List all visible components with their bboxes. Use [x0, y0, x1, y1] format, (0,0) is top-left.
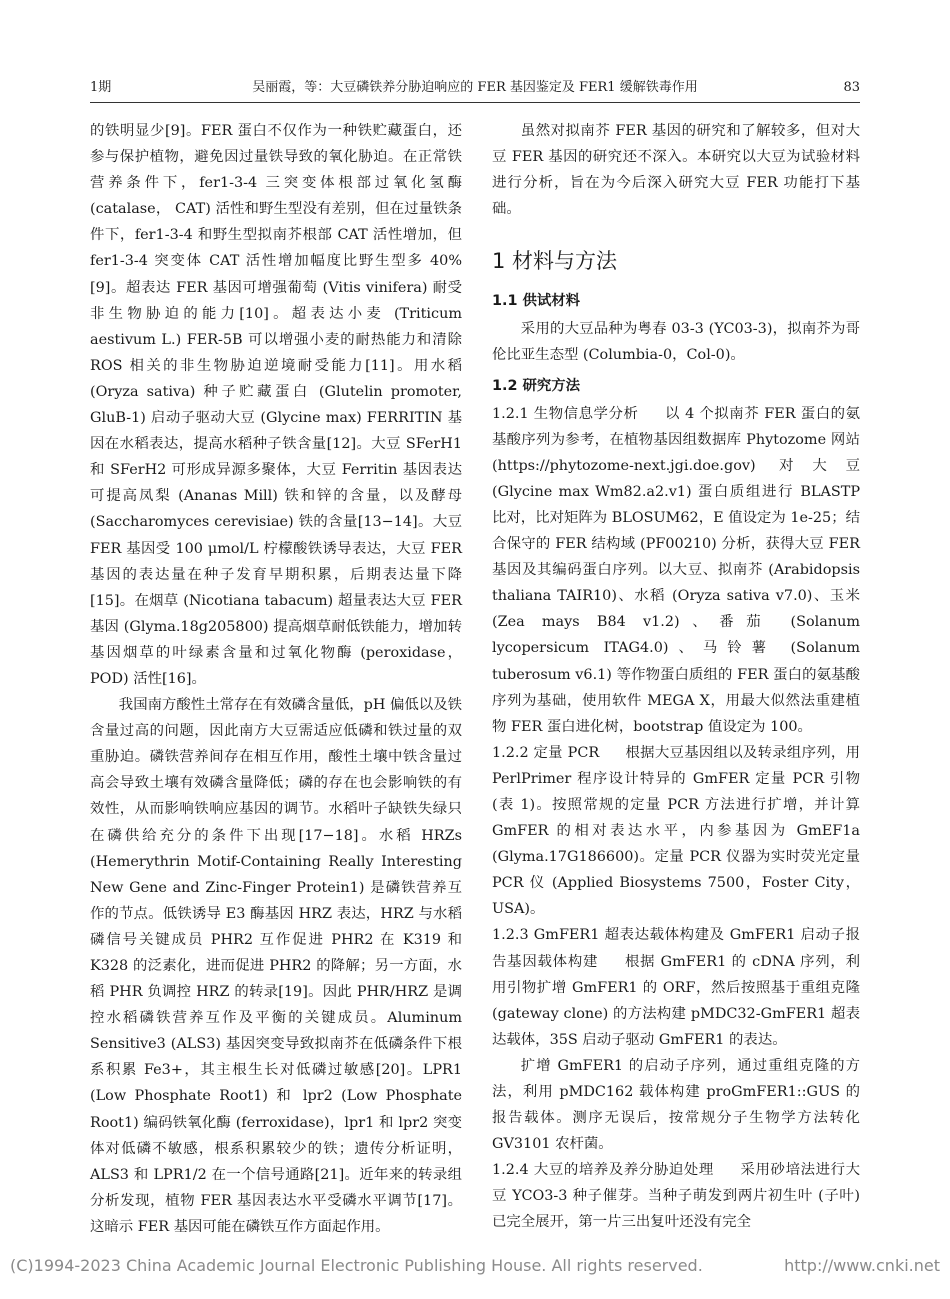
paragraph	[492, 740, 860, 923]
paragraph-body: 根据 GmFER1 的 cDNA 序列，利用引物扩增 GmFER1 的 ORF，然后按照基于重组克隆 (gateway clone) 的方法构建 pMDC32-GmFER1 超表达载体，35S 启动子驱动 GmFER1 的表达。	[492, 953, 860, 1048]
page-number: 83	[843, 80, 860, 95]
subsubsection-heading: 1.2.2 定量 PCR	[492, 744, 600, 761]
running-header	[90, 78, 860, 103]
paragraph-body: 以 4 个拟南芥 FER 蛋白的氨基酸序列为参考，在植物基因组数据库 Phytozome 网站 (https://phytozome-next.jgi.doe.gov) 对大豆 (Glycine max Wm82.a2.v1) 蛋白质组进行 BLASTP 比对，比对矩阵为 BLOSUM62，E 值设定为 1e-25；结合保守的 FER 结构域 (PF00210) 分析，获得大豆 FER 基因及其编码蛋白序列。以大豆、拟南芥 (Arabidopsis thaliana TAIR10)、水稻 (Oryza sativa v7.0)、玉米 (Zea mays B84 v1.2)、番茄 (Solanum lycopersicum ITAG4.0)、马铃薯 (Solanum tuberosum v6.1) 等作物蛋白质组的 FER 蛋白的氨基酸序列为基础，使用软件 MEGA X，用最大似然法重建植物 FER 蛋白进化树，bootstrap 值设定为 100。	[492, 405, 860, 735]
section-heading: 1 材料与方法	[492, 249, 618, 274]
subsubsection-heading: 1.2.1 生物信息学分析	[492, 405, 639, 422]
paragraph-body: 采用砂培法进行大豆 YCO3-3 种子催芽。当种子萌发到两片初生叶 (子叶) 已完全展开，第一片三出复叶还没有完全	[492, 1162, 860, 1231]
paragraph: 我国南方酸性土常存在有效磷含量低，pH 偏低以及铁含量过高的问题，因此南方大豆需适应低磷和铁过量的双重胁迫。磷铁营养间存在相互作用，酸性土壤中铁含量过高会导致土壤有效磷含量降低；磷的存在也会影响铁的有效性，从而影响铁响应基因的调节。水稻叶子缺铁失绿只在磷供给充分的条件下出现[17−18]。水稻 HRZs (Hemerythrin Motif-Containing Really Interesting New Gene and Zinc-Finger Protein1) 是磷铁营养互作的节点。低铁诱导 E3 酶基因 HRZ 表达，HRZ 与水稻磷信号关键成员 PHR2 互作促进 PHR2 在 K319 和 K328 的泛素化，进而促进 PHR2 的降解；另一方面，水稻 PHR 负调控 HRZ 的转录[19]。因此 PHR/HRZ 是调控水稻磷铁营养互作及平衡的关键成员。Aluminum Sensitive3 (ALS3) 基因突变导致拟南芥在低磷条件下根系积累 Fe3+，其主根生长对低磷过敏感[20]。LPR1 (Low Phosphate Root1) 和 lpr2 (Low Phosphate Root1) 编码铁氧化酶 (ferroxidase)，lpr1 和 lpr2 突变体对低磷不敏感，根系积累较少的铁；遗传分析证明，ALS3 和 LPR1/2 在一个信号通路[21]。近年来的转录组分析发现，植物 FER 基因表达水平受磷水平调节[17]。这暗示 FER 基因可能在磷铁互作方面起作用。	[90, 697, 462, 1235]
copyright-text: (C)1994-2023 China Academic Journal Electronic Publishing House. All rights reserved.	[10, 1256, 703, 1275]
cnki-link[interactable]: http://www.cnki.net	[784, 1256, 940, 1275]
paragraph	[492, 401, 860, 740]
subsection-heading: 1.2 研究方法	[492, 377, 581, 394]
subsubsection-heading: 1.2.3 GmFER1 超表达载体构建及 GmFER1 启动子报告基因载体构建	[492, 927, 860, 970]
issue-number: 1期	[90, 80, 112, 95]
paragraph: 扩增 GmFER1 的启动子序列，通过重组克隆的方法，利用 pMDC162 载体构建 proGmFER1::GUS 的报告载体。测序无误后，按常规分子生物学方法转化 GV3101 农杆菌。	[492, 1057, 860, 1153]
subsubsection-heading: 1.2.4 大豆的培养及养分胁迫处理	[492, 1162, 714, 1179]
running-title: 吴丽霞，等：大豆磷铁养分胁迫响应的 FER 基因鉴定及 FER1 缓解铁毒作用	[252, 80, 698, 95]
right-column	[492, 118, 860, 1236]
paragraph: 的铁明显少[9]。FER 蛋白不仅作为一种铁贮藏蛋白，还参与保护植物，避免因过量铁导致的氧化胁迫。在正常铁营养条件下，fer1-3-4 三突变体根部过氧化氢酶 (catalase， CAT) 活性和野生型没有差别，但在过量铁条件下，fer1-3-4 和野生型拟南芥根部 CAT 活性增加，但 fer1-3-4 突变体 CAT 活性增加幅度比野生型多 40%[9]。超表达 FER 基因可增强葡萄 (Vitis vinifera) 耐受非生物胁迫的能力[10]。超表达小麦 (Triticum aestivum L.) FER-5B 可以增强小麦的耐热能力和清除 ROS 相关的非生物胁迫逆境耐受能力[11]。用水稻 (Oryza sativa) 种子贮藏蛋白 (Glutelin promoter, GluB-1) 启动子驱动大豆 (Glycine max) FERRITIN 基因在水稻表达，提高水稻种子铁含量[12]。大豆 SFerH1 和 SFerH2 可形成异源多聚体，大豆 Ferritin 基因表达可提高凤梨 (Ananas Mill) 铁和锌的含量，以及酵母 (Saccharomyces cerevisiae) 铁的含量[13−14]。大豆 FER 基因受 100 μmol/L 柠檬酸铁诱导表达，大豆 FER 基因的表达量在种子发育早期积累，后期表达量下降[15]。在烟草 (Nicotiana tabacum) 超量表达大豆 FER 基因 (Glyma.18g205800) 提高烟草耐低铁能力，增加转基因烟草的叶绿素含量和过氧化物酶 (peroxidase，POD) 活性[16]。	[90, 123, 462, 687]
paragraph	[492, 1157, 860, 1235]
subsection-heading: 1.1 供试材料	[492, 293, 581, 310]
paragraph	[492, 922, 860, 1052]
copyright-footer	[10, 1256, 940, 1276]
paragraph: 虽然对拟南芥 FER 基因的研究和了解较多，但对大豆 FER 基因的研究还不深入。本研究以大豆为试验材料进行分析，旨在为今后深入研究大豆 FER 功能打下基础。	[492, 123, 860, 218]
left-column	[90, 118, 462, 1240]
paragraph-body: 根据大豆基因组以及转录组序列，用 PerlPrimer 程序设计特异的 GmFER 定量 PCR 引物 (表 1)。按照常规的定量 PCR 方法进行扩增，并计算 GmFER 的相对表达水平，内参基因为 GmEF1a (Glyma.17G186600)。定量 PCR 仪器为实时荧光定量 PCR 仪 (Applied Biosystems 7500，Foster City，USA)。	[492, 744, 860, 918]
paragraph: 采用的大豆品种为粤春 03-3 (YC03-3)，拟南芥为哥伦比亚生态型 (Columbia-0，Col-0)。	[492, 321, 860, 364]
